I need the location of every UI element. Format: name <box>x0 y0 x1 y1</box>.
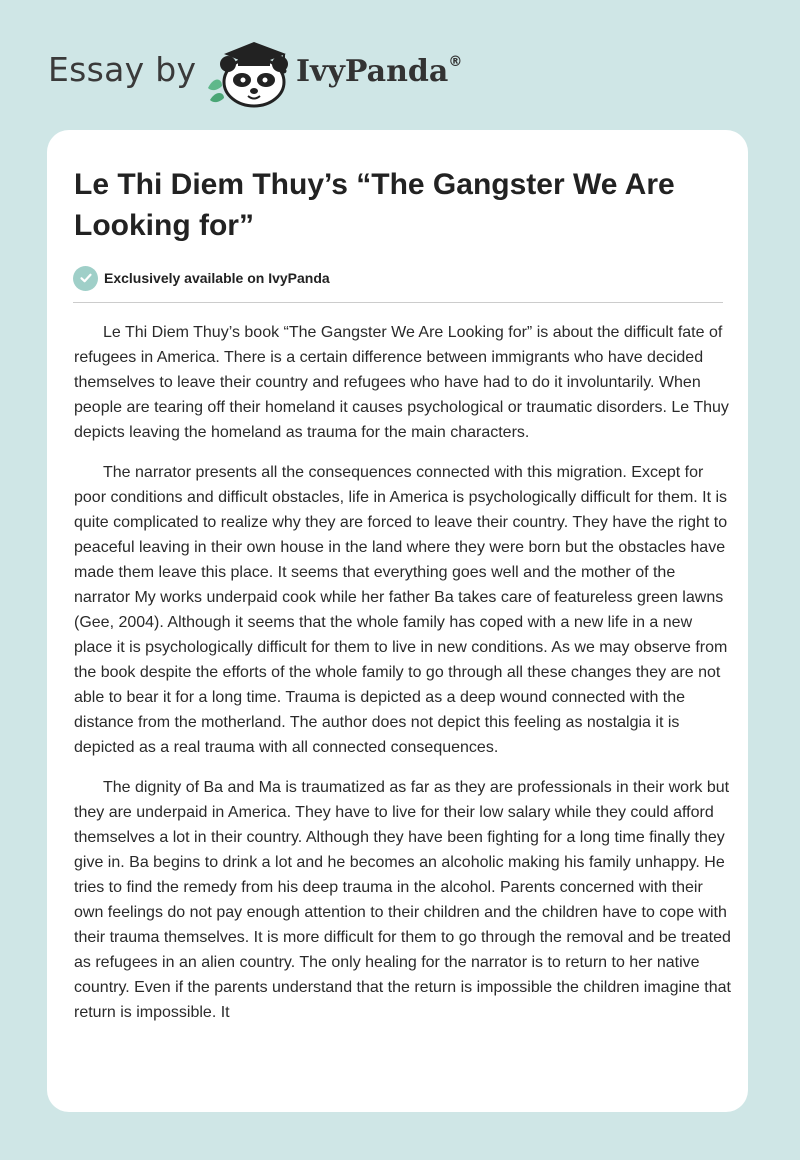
paragraph: The narrator presents all the consequences connected with this migration. Except for poor conditions and difficult obstacles, life in America is psychologically difficult for them. It is quite complicated to realize why they are forced to leave their country. They have the right to peaceful leaving in their own house in the land where they were born but the obstacles have made them leave this place. It seems that everything goes well and the mother of the narrator My works underpaid cook while her father Ba takes care of featureless green lawns (Gee, 2004). Although it seems that the whole family has coped with a new life in a new place it is psychologically difficult for them to live in new conditions. As we may observe from the book despite the efforts of the whole family to go through all these changes they are not able to bear it for a long time. Trauma is depicted as a deep wound connected with the distance from the motherland. The author does not depict this feeling as nostalgia it is depicted as a real trauma with all connected consequences. <box>74 464 728 756</box>
check-circle-icon <box>73 266 98 291</box>
paragraph: The dignity of Ba and Ma is traumatized as far as they are professionals in their work but they are underpaid in America. They have to live for their low salary while they could afford themselves a lot in their country. Although they have been fighting for a long time finally they give in. Ba begins to drink a lot and he becomes an alcoholic making his family unhappy. He tries to find the remedy from his deep trauma in the alcohol. Parents concerned with their own feelings do not pay enough attention to their children and the children have to cope with their trauma themselves. It is more difficult for them to go through the removal and be treated as refugees in an alien country. The only healing for the narrator is to return to her native country. Even if the parents understand that the return is impossible the children imagine that return is impossible. It <box>74 779 731 1021</box>
brand-header[interactable] <box>48 36 468 108</box>
availability-badge <box>73 265 330 291</box>
divider <box>73 302 723 303</box>
panda-logo-icon <box>204 36 296 108</box>
paragraph: Le Thi Diem Thuy’s book “The Gangster We Are Looking for” is about the difficult fate of refugees in America. There is a certain difference between immigrants who have decided themselves to leave their country and refugees who have had to do it involuntarily. When people are tearing off their homeland it causes psychological or traumatic disorders. Le Thuy depicts leaving the homeland as trauma for the main characters. <box>74 324 729 441</box>
availability-text: Exclusively available on IvyPanda <box>104 270 330 286</box>
brand-name: IvyPanda® <box>296 54 463 89</box>
essay-body <box>74 320 734 1040</box>
brand-prefix: Essay by <box>48 50 197 89</box>
essay-card <box>47 130 748 1112</box>
essay-title: Le Thi Diem Thuy’s “The Gangster We Are Looking for” <box>74 168 675 242</box>
